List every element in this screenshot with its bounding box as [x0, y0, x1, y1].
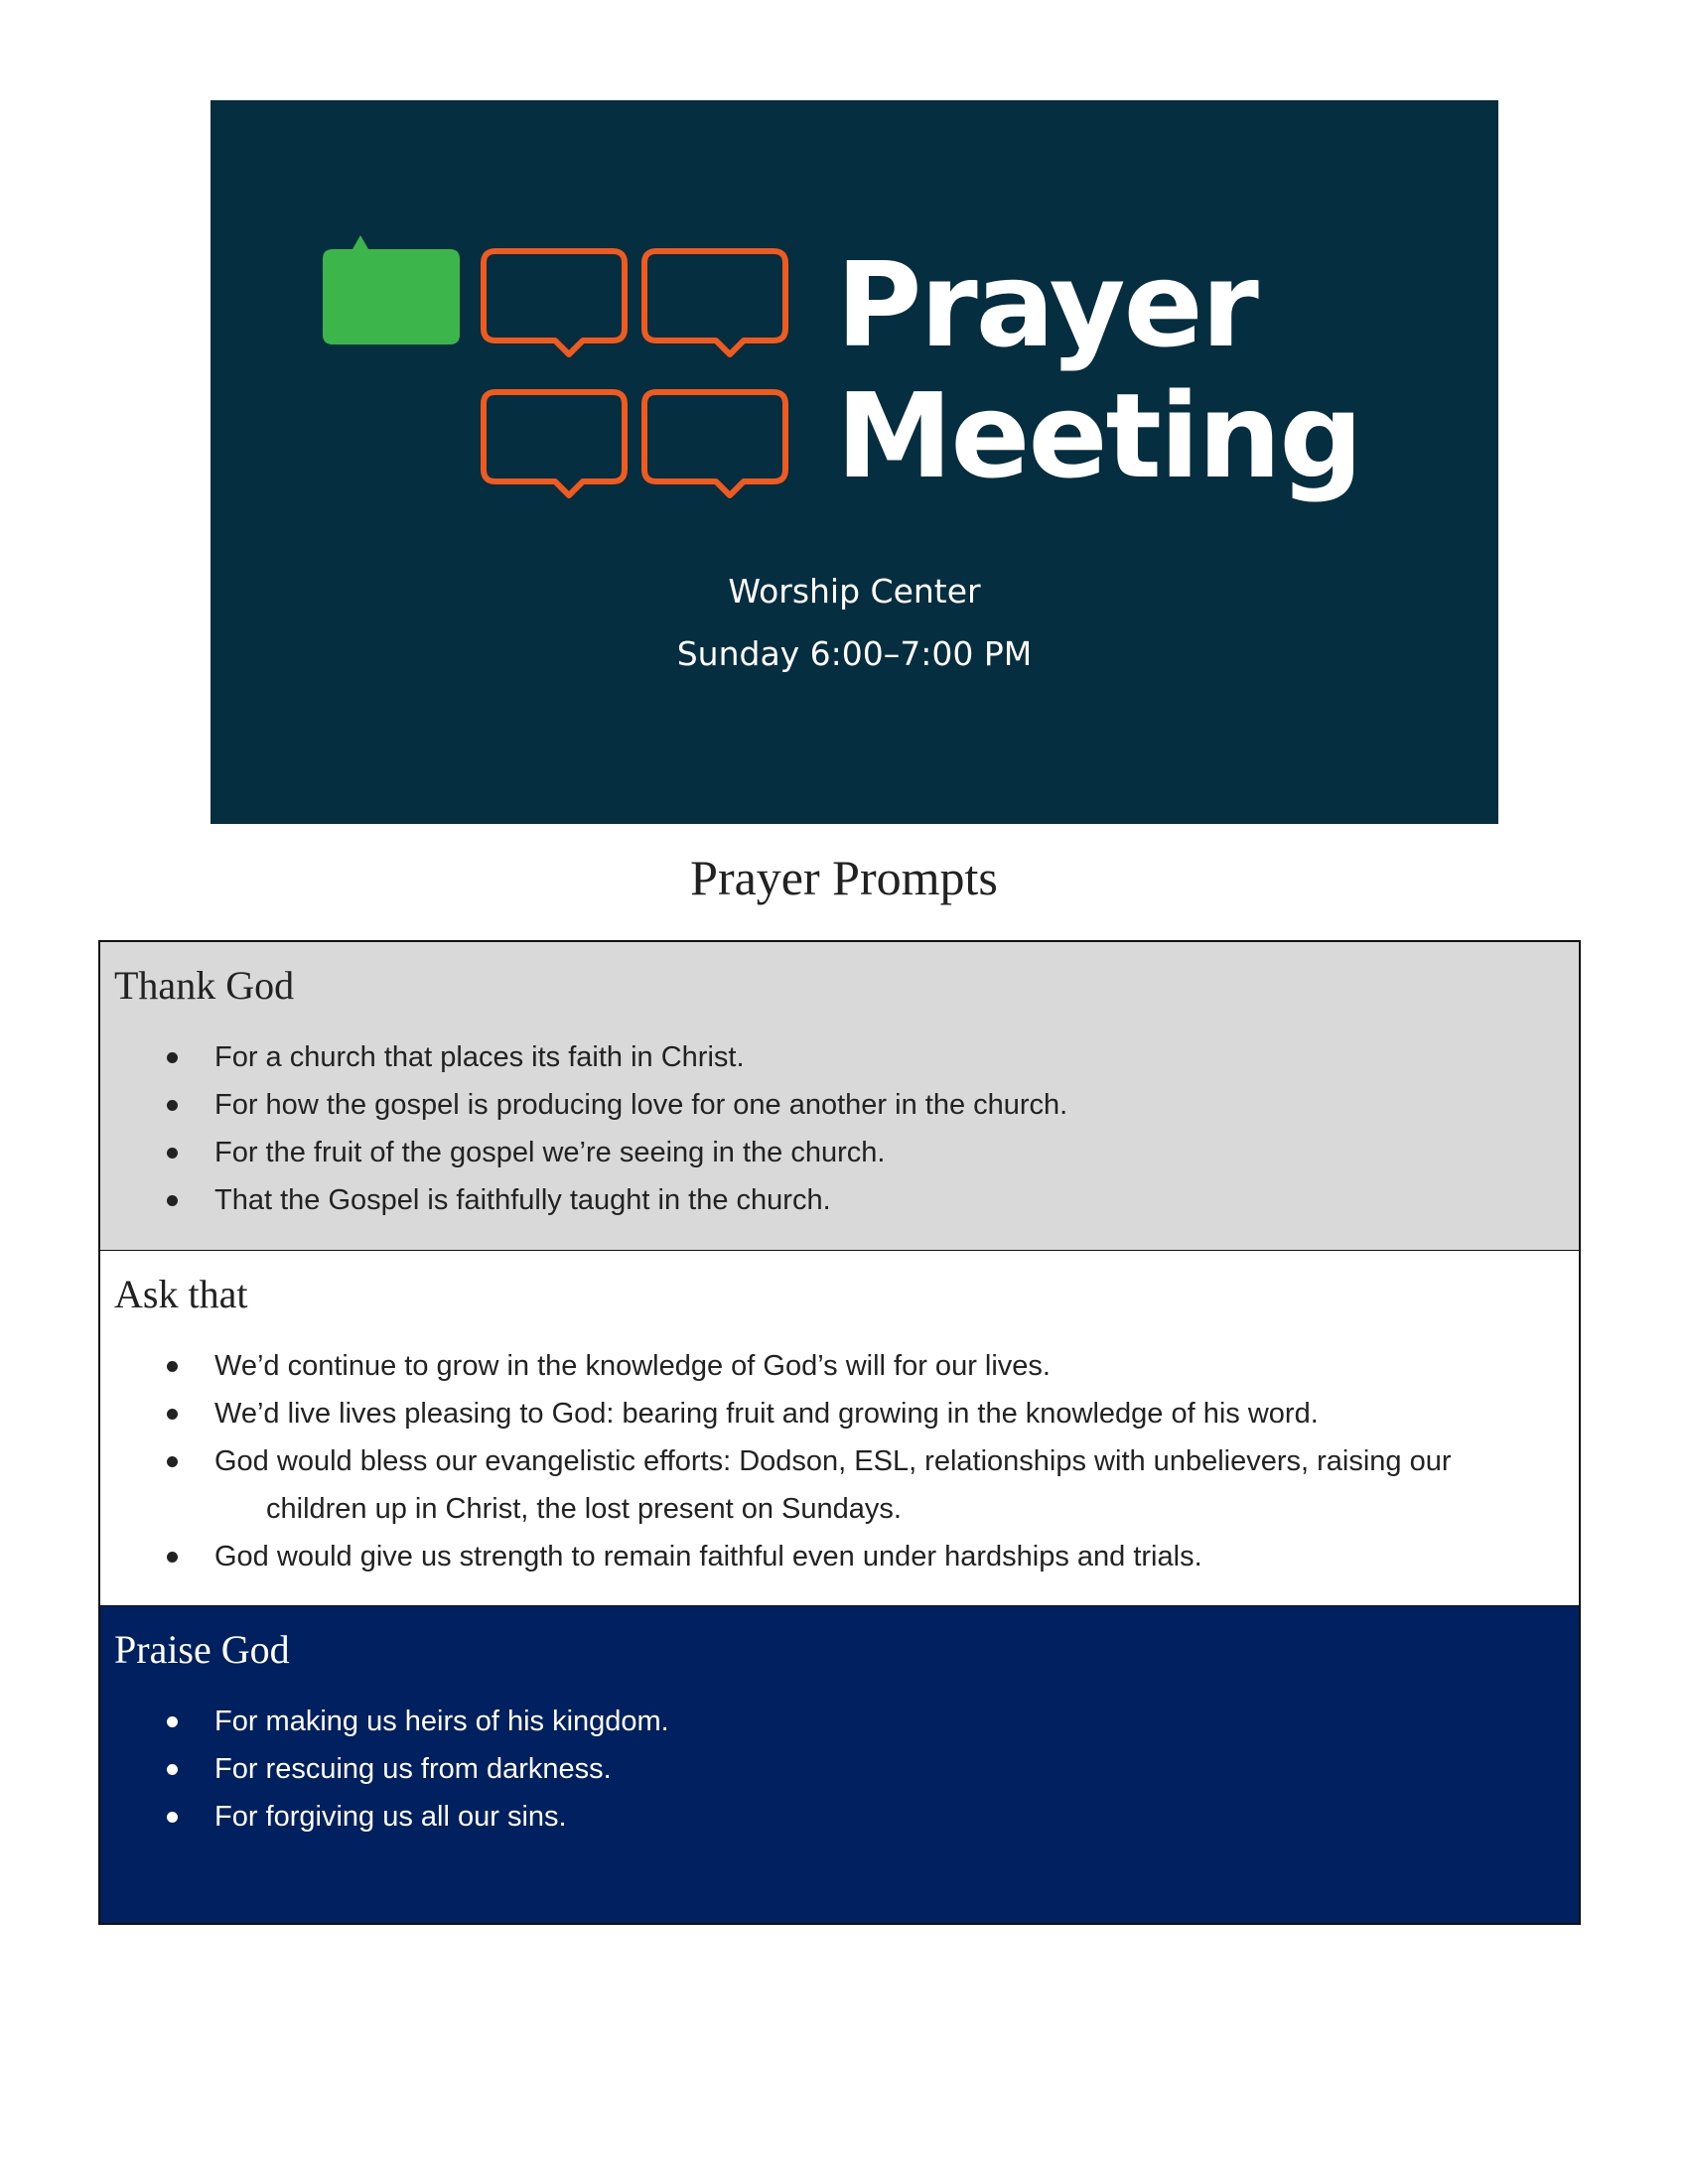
- list-item: We’d continue to grow in the knowledge of God’s will for our lives.: [114, 1342, 1565, 1390]
- orange-speech-bubble-icon: [644, 392, 785, 495]
- prompt-list: [114, 1342, 1565, 1580]
- orange-speech-bubble-icon: [644, 251, 785, 354]
- prompts-table: [98, 940, 1581, 1925]
- list-item: For rescuing us from darkness.: [114, 1745, 1565, 1793]
- section-title: Praise God: [114, 1627, 290, 1672]
- orange-speech-bubble-icon: [484, 251, 625, 354]
- section-praise-god: [100, 1605, 1579, 1923]
- prompt-list: [114, 1033, 1565, 1224]
- prompt-list: [114, 1698, 1565, 1841]
- list-item: For a church that places its faith in Christ.: [114, 1033, 1565, 1081]
- list-item: That the Gospel is faithfully taught in the church.: [114, 1176, 1565, 1224]
- section-title: Thank God: [114, 963, 295, 1008]
- section-thank-god: [100, 942, 1579, 1250]
- speech-bubbles-logo-icon: [315, 229, 791, 547]
- orange-speech-bubble-icon: [484, 392, 625, 495]
- bullet-icon: [167, 1100, 178, 1111]
- banner-title: [836, 236, 1361, 504]
- list-item: For making us heirs of his kingdom.: [114, 1698, 1565, 1745]
- section-title: Ask that: [114, 1272, 248, 1316]
- banner-title-line1: Prayer: [836, 236, 1257, 373]
- section-ask-that: [100, 1250, 1579, 1605]
- bullet-icon: [167, 1195, 178, 1206]
- bullet-icon: [167, 1764, 178, 1775]
- bullet-icon: [167, 1409, 178, 1420]
- list-item: We’d live lives pleasing to God: bearing fruit and growing in the knowledge of his word.: [114, 1390, 1565, 1437]
- bullet-icon: [167, 1812, 178, 1823]
- bullet-icon: [167, 1148, 178, 1159]
- green-speech-bubble-icon: [323, 235, 460, 344]
- list-item: For forgiving us all our sins.: [114, 1793, 1565, 1841]
- bullet-icon: [167, 1361, 178, 1372]
- list-item: God would bless our evangelistic efforts: Dodson, ESL, relationships with unbelievers, raising our children up in Christ, the lost present on Sundays.: [114, 1437, 1565, 1533]
- bullet-icon: [167, 1052, 178, 1063]
- event-time: Sunday 6:00–7:00 PM: [676, 634, 1033, 673]
- page-title: Prayer Prompts: [690, 850, 998, 905]
- list-item: God would give us strength to remain faithful even under hardships and trials.: [114, 1533, 1565, 1580]
- list-item: For how the gospel is producing love for one another in the church.: [114, 1081, 1565, 1129]
- bullet-icon: [167, 1716, 178, 1727]
- banner-title-line2: Meeting: [836, 367, 1361, 504]
- event-location: Worship Center: [728, 572, 981, 611]
- list-item: For the fruit of the gospel we’re seeing in the church.: [114, 1129, 1565, 1176]
- bullet-icon: [167, 1552, 178, 1563]
- bullet-icon: [167, 1456, 178, 1467]
- event-banner: [211, 100, 1498, 824]
